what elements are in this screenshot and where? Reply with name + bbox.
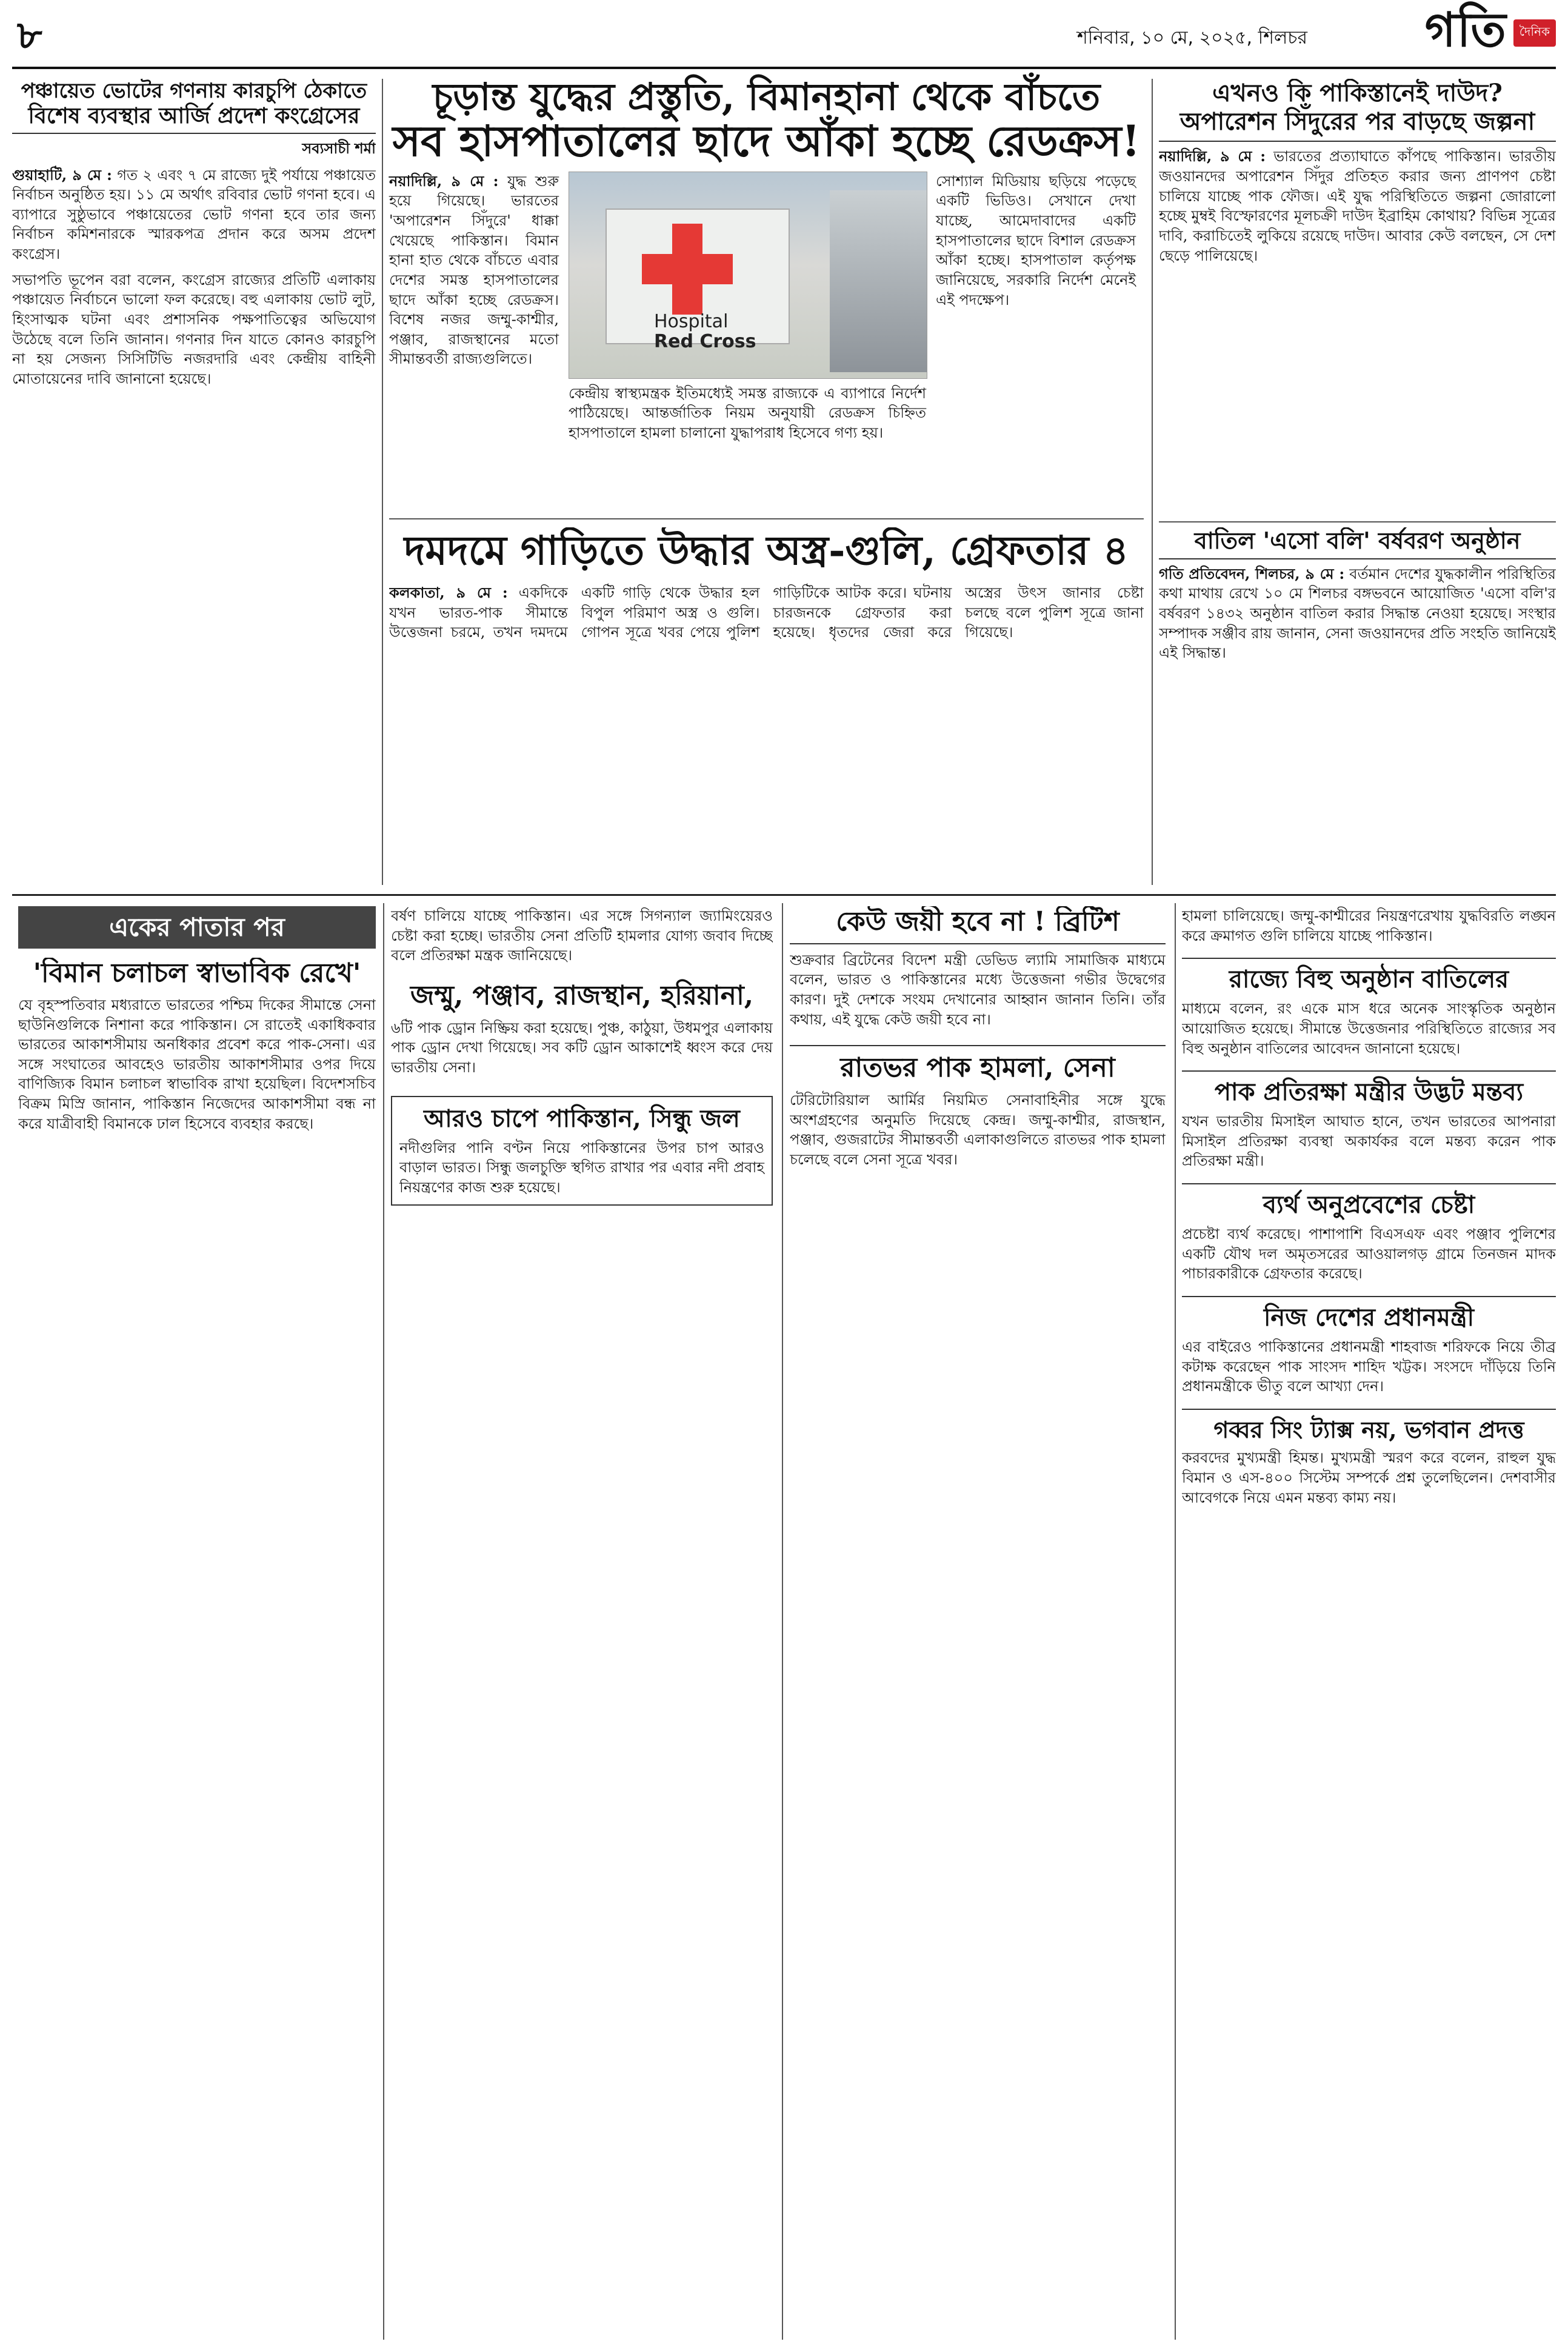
story-flight-headline: 'বিমান চলাচল স্বাভাবিক রেখে' bbox=[33, 958, 361, 989]
story-right-col bbox=[1182, 906, 1556, 2337]
story-dawood-headline-1: এখনও কি পাকিস্তানেই দাউদ? bbox=[1212, 79, 1503, 107]
story-dawood-dateline: নয়াদিল্লি, ৯ মে : bbox=[1159, 147, 1266, 165]
story-panchayat-paragraph: সভাপতি ভূপেন বরা বলেন, কংগ্রেস রাজ্যের প্রতিটি এলাকায় পঞ্চায়েত নির্বাচনে ভালো ফল করেছে। বহু এলাকায় ভোট লুট, হিংসাত্মক ঘটনা এবং প্রশাসনিক পক্ষপাতিত্বের অভিযোগ উঠেছে বলে তিনি জানান। গণনার দিন যাতে কোনও কারচুপি না হয় সেজন্য সিসিটিভি নজরদারি এবং কেন্দ্রীয় বাহিনী মোতায়েনের দাবি জানানো হয়েছে। bbox=[12, 271, 376, 387]
story-bihu-body: মাধ্যমে বলেন, রং একে মাস ধরে অনেক সাংস্কৃতিক অনুষ্ঠান আয়োজিত হয়েছে। সীমান্তে উত্তেজনার পরিস্থিতিতে রাজ্যের সব বিহু অনুষ্ঠান বাতিলের আবেদন জানানো হয়েছে। bbox=[1182, 1000, 1556, 1057]
story-dumdum bbox=[389, 527, 1144, 885]
column-divider bbox=[1152, 79, 1153, 885]
story-british-headline: কেউ জয়ী হবে না ! ব্রিটিশ bbox=[790, 906, 1166, 944]
story-panchayat-paragraph: গত ২ এবং ৭ মে রাজ্যে দুই পর্যায়ে পঞ্চায়েত নির্বাচন অনুষ্ঠিত হয়। ১১ মে অর্থাৎ রবিবার ভোট গণনা হবে। এ ব্যাপারে সুষ্ঠুভাবে পঞ্চায়েতের ভোট গণনা হবে তার জন্য নির্বাচন কমিশনারকে স্মারকপত্র প্রদান করে অসম প্রদেশ কংগ্রেস। bbox=[12, 166, 376, 263]
story-col2-subhead-body: ৬টি পাক ড্রোন নিষ্ক্রিয় করা হয়েছে। পুঞ্চ, কাঠুয়া, উধমপুর এলাকায় পাক ড্রোন দেখা গিয়েছে। সব কটি ড্রোন আকাশেই ধ্বংস করে দেয় ভারতীয় সেনা। bbox=[391, 1019, 773, 1076]
story-redcross-headline-2: সব হাসপাতালের ছাদে আঁকা হচ্ছে রেডক্রস! bbox=[392, 116, 1141, 167]
story-flight bbox=[18, 958, 376, 2334]
indus-water-box bbox=[391, 1096, 773, 1206]
story-gabbar-body: করবদের মুখ্যমন্ত্রী হিমন্ত। মুখ্যমন্ত্রী স্মরণ করে বলেন, রাহুল যুদ্ধ বিমান ও এস-৪০০ সিস্টেম সম্পর্কে প্রশ্ন তুলেছিলেন। দেশবাসীর আবেগকে নিয়ে এমন মন্তব্য কাম্য নয়। bbox=[1182, 1449, 1556, 1506]
story-redcross bbox=[389, 76, 1144, 512]
story-panchayat-headline-2: বিশেষ ব্যবস্থার আর্জি প্রদেশ কংগ্রেসের bbox=[12, 103, 376, 133]
story-dumdum-dateline: কলকাতা, ৯ মে : bbox=[389, 583, 508, 601]
column-divider bbox=[782, 903, 783, 2340]
story-british bbox=[790, 906, 1166, 2337]
story-flight-body: যে বৃহস্পতিবার মধ্যরাতে ভারতের পশ্চিম দিকের সীমান্তে সেনা ছাউনিগুলিকে নিশানা করে পাকিস্তান। সে রাতেই একাধিকবার ভারতের আকাশসীমায় অনধিকার প্রবেশ করে পাক-সেনা। এর সঙ্গে সংঘাতের আবহেও ভারতীয় আকাশসীমার ওপর দিয়ে বাণিজ্যিক বিমান চলাচল স্বাভাবিক রাখা হয়েছিল। বিদেশসচিব বিক্রম মিস্রি জানান, পাকিস্তান নিজেদের আকাশসীমা বন্ধ না করে যাত্রীবাহী বিমানকে ঢাল হিসেবে ব্যবহার করছে। bbox=[18, 996, 376, 1132]
column-divider bbox=[383, 903, 384, 2340]
story-panchayat bbox=[12, 79, 376, 885]
hospital-redcross-photo bbox=[569, 172, 927, 379]
section-divider bbox=[1159, 521, 1556, 522]
masthead-rule bbox=[12, 67, 1556, 69]
story-redcross-headline-1: চূড়ান্ত যুদ্ধের প্রস্তুতি, বিমানহানা থেকে বাঁচতে bbox=[432, 75, 1101, 119]
newspaper-logo bbox=[1319, 2, 1556, 63]
red-cross-icon bbox=[642, 224, 733, 315]
story-infiltration-headline: ব্যর্থ অনুপ্রবেশের চেষ্টা bbox=[1182, 1183, 1556, 1220]
story-esho-boli bbox=[1159, 527, 1556, 885]
story-dawood-headline-2: অপারেশন সিঁদুরের পর বাড়ছে জল্পনা bbox=[1159, 107, 1556, 142]
column-divider bbox=[382, 79, 383, 885]
story-pak-minister-body: যখন ভারতীয় মিসাইল আঘাত হানে, তখন ভারতের আপনারা মিসাইল প্রতিরক্ষা ব্যবস্থা অকার্যকর বলে মন্তব্য করেন পাক প্রতিরক্ষা মন্ত্রী। bbox=[1182, 1113, 1556, 1170]
story-redcross-col3: সোশ্যাল মিডিয়ায় ছড়িয়ে পড়েছে একটি ভিডিও। সেখানে দেখা যাচ্ছে, আমেদাবাদের একটি হাসপাতালের ছাদে বিশাল রেডক্রস আঁকা হচ্ছে। হাসপাতাল কর্তৃপক্ষ জানিয়েছে, সরকারি নির্দেশ মেনেই এই পদক্ষেপ। bbox=[936, 172, 1136, 309]
photo-text-line1: Hospital bbox=[654, 310, 729, 332]
indus-water-headline: আরও চাপে পাকিস্তান, সিন্ধু জল bbox=[424, 1104, 740, 1133]
story-bihu-headline: রাজ্যে বিহু অনুষ্ঠান বাতিলের bbox=[1182, 958, 1556, 994]
story-col2-body: বর্ষণ চালিয়ে যাচ্ছে পাকিস্তান। এর সঙ্গে সিগন্যাল জ্যামিংয়েরও চেষ্টা করা হচ্ছে। ভারতীয় সেনা প্রতিটি হামলার যোগ্য জবাব দিচ্ছে বলে প্রতিরক্ষা মন্ত্রক জানিয়েছে। bbox=[391, 907, 773, 964]
story-dumdum-headline: দমদমে গাড়িতে উদ্ধার অস্ত্র-গুলি, গ্রেফতার ৪ bbox=[404, 527, 1129, 574]
section-divider bbox=[12, 894, 1556, 896]
indus-water-body: নদীগুলির পানি বণ্টন নিয়ে পাকিস্তানের উপর চাপ আরও বাড়াল ভারত। সিন্ধু জলচুক্তি স্থগিত রাখার পর এবার নদী প্রবাহ নিয়ন্ত্রণের কাজ শুরু হয়েছে। bbox=[399, 1139, 764, 1196]
story-panchayat-dateline: গুয়াহাটি, ৯ মে : bbox=[12, 165, 112, 184]
story-redcross-col2: কেন্দ্রীয় স্বাস্থ্যমন্ত্রক ইতিমধ্যেই সমস্ত রাজ্যকে এ ব্যাপারে নির্দেশ পাঠিয়েছে। আন্তর্জাতিক নিয়ম অনুযায়ী রেডক্রস চিহ্নিত হাসপাতালে হামলা চালানো যুদ্ধাপরাধ হিসেবে গণ্য হয়। bbox=[569, 384, 926, 442]
story-pm-body: এর বাইরেও পাকিস্তানের প্রধানমন্ত্রী শাহবাজ শরিফকে নিয়ে তীব্র কটাক্ষ করেছেন পাক সাংসদ শাহিদ খট্টক। সংসদে দাঁড়িয়ে তিনি প্রধানমন্ত্রীকে ভীতু বলে আখ্যা দেন। bbox=[1182, 1338, 1556, 1395]
story-infiltration-body: প্রচেষ্টা ব্যর্থ করেছে। পাশাপাশি বিএসএফ এবং পঞ্জাব পুলিশের একটি যৌথ দল অমৃতসরের আওয়ালগড় গ্রামে তিনজন মাদক পাচারকারীকে গ্রেফতার করেছে। bbox=[1182, 1226, 1556, 1283]
story-british-body: শুক্রবার ব্রিটেনের বিদেশ মন্ত্রী ডেভিড ল্যামি সামাজিক মাধ্যমে বলেন, ভারত ও পাকিস্তানের মধ্যে উত্তেজনা গভীর উদ্বেগের কারণ। দুই দেশকে সংযম দেখানোর আহ্বান জানান তিনি। তাঁর কথায়, এই যুদ্ধে কেউ জয়ী হবে না। bbox=[790, 951, 1166, 1028]
story-col2-subhead: জম্মু, পঞ্জাব, রাজস্থান, হরিয়ানা, bbox=[410, 980, 754, 1011]
story-right-lead: হামলা চালিয়েছে। জম্মু-কাশ্মীরের নিয়ন্ত্রণরেখায় যুদ্ধবিরতি লঙ্ঘন করে ক্রমাগত গুলি চালিয়ে যাচ্ছে পাকিস্তান। bbox=[1182, 907, 1556, 944]
story-dumdum-body: একদিকে যখন ভারত-পাক সীমান্তে উত্তেজনা চরমে, তখন দমদমে একটি গাড়ি থেকে উদ্ধার হল বিপুল পরিমাণ অস্ত্র ও গুলি। গোপন সূত্রে খবর পেয়ে পুলিশ গাড়িটিকে আটক করে। ঘটনায় চারজনকে গ্রেফতার করা হয়েছে। ধৃতদের জেরা করে অস্ত্রের উৎস জানার চেষ্টা চলছে বলে পুলিশ সূত্রে জানা গিয়েছে। bbox=[389, 584, 1144, 641]
story-col2 bbox=[391, 906, 773, 2337]
story-redcross-dateline: নয়াদিল্লি, ৯ মে : bbox=[389, 172, 499, 190]
story-dawood-body: ভারতের প্রত্যাঘাতে কাঁপছে পাকিস্তান। ভারতীয় জওয়ানদের অপারেশন সিঁদুর প্রতিহত করার জন্য প্রাণপণ চেষ্টা চালিয়ে যাচ্ছে পাক ফৌজ। এই যুদ্ধ পরিস্থিতিতে জল্পনা জোরালো হচ্ছে মুম্বই বিস্ফোরণের মূলচক্রী দাউদ ইব্রাহিম কোথায়? বিভিন্ন সূত্রের দাবি, করাচিতেই লুকিয়ে রয়েছে দাউদ। আবার কেউ বলছেন, সে দেশ ছেড়ে পালিয়েছে। bbox=[1159, 148, 1556, 264]
story-esho-boli-dateline: গতি প্রতিবেদন, শিলচর, ৯ মে : bbox=[1159, 564, 1345, 582]
story-dawood bbox=[1159, 79, 1556, 515]
logo-badge: দৈনিক bbox=[1513, 19, 1556, 47]
story-gabbar-headline: গব্বর সিং ট্যাক্স নয়, ভগবান প্রদত্ত bbox=[1182, 1409, 1556, 1444]
story-attack-body: টেরিটোরিয়াল আর্মির নিয়মিত সেনাবাহিনীর সঙ্গে যুদ্ধে অংশগ্রহণের অনুমতি দিয়েছে কেন্দ্র। জম্মু-কাশ্মীর, রাজস্থান, পঞ্জাব, গুজরাটের সীমান্তবর্তী এলাকাগুলিতে রাতভর পাক হামলা চলেছে বলে সেনা সূত্রে খবর। bbox=[790, 1092, 1166, 1168]
section-divider bbox=[389, 518, 1144, 519]
story-pak-minister-headline: পাক প্রতিরক্ষা মন্ত্রীর উদ্ভট মন্তব্য bbox=[1182, 1070, 1556, 1107]
story-esho-boli-headline: বাতিল 'এসো বলি' বর্ষবরণ অনুষ্ঠান bbox=[1159, 527, 1556, 559]
story-panchayat-headline-1: পঞ্চায়েত ভোটের গণনায় কারচুপি ঠেকাতে bbox=[21, 79, 367, 103]
story-attack-headline: রাতভর পাক হামলা, সেনা bbox=[790, 1045, 1166, 1084]
issue-dateline: শনিবার, ১০ মে, ২০২৫, শিলচর bbox=[1076, 27, 1307, 48]
story-pm-headline: নিজ দেশের প্রধানমন্ত্রী bbox=[1182, 1296, 1556, 1332]
continued-section-label: একের পাতার পর bbox=[18, 906, 376, 949]
page-number: ৮ bbox=[17, 13, 42, 58]
logo-text: গতি bbox=[1424, 3, 1507, 58]
column-divider bbox=[1175, 903, 1176, 2340]
story-redcross-col1: যুদ্ধ শুরু হয়ে গিয়েছে। ভারতের 'অপারেশন সিঁদুরে' ধাক্কা খেয়েছে পাকিস্তান। বিমান হানা হাত থেকে বাঁচতে এবার দেশের সমস্ত হাসপাতালের ছাদে আঁকা হচ্ছে রেডক্রস। বিশেষ নজর জম্মু-কাশ্মীর, পঞ্জাব, রাজস্থানের মতো সীমান্তবর্তী রাজ্যগুলিতে। bbox=[389, 172, 559, 368]
story-panchayat-byline: সব্যসাচী শর্মা bbox=[302, 139, 376, 157]
photo-text-line2: Red Cross bbox=[654, 330, 756, 352]
story-esho-boli-body: বর্তমান দেশের যুদ্ধকালীন পরিস্থিতির কথা মাথায় রেখে ১০ মে শিলচর বঙ্গভবনে আয়োজিত 'এসো বলি'র বর্ষবরণ ১৪৩২ অনুষ্ঠান বাতিল করার সিদ্ধান্ত নেওয়া হয়েছে। সংস্থার সম্পাদক সঞ্জীব রায় জানান, সেনা জওয়ানদের প্রতি সংহতি জানিয়েই এই সিদ্ধান্ত। bbox=[1159, 565, 1556, 662]
